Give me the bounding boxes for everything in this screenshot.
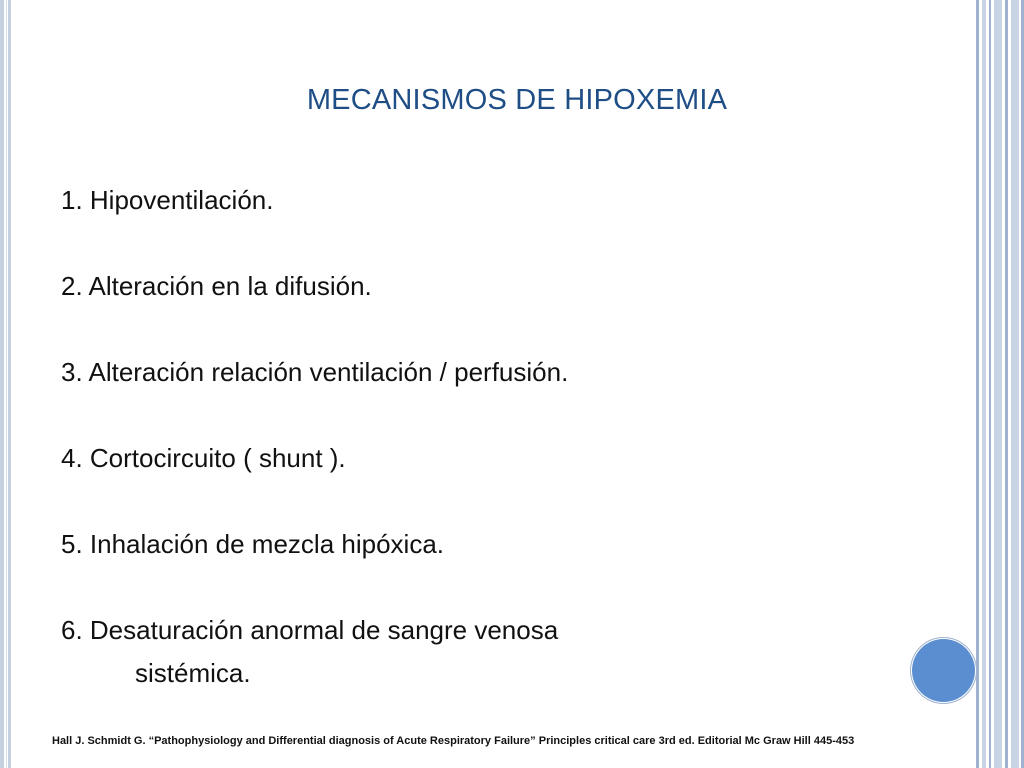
reference-footnote: Hall J. Schmidt G. “Pathophysiology and Differential diagnosis of Acute Respiratory Failure” Principles critical care 3rd ed. Editorial Mc Graw Hill 445-453 [52, 735, 855, 747]
list-item-text: 1. Hipoventilación. [61, 185, 274, 215]
list-item [61, 441, 568, 475]
list-item-text: 2. Alteración en la difusión. [61, 271, 372, 301]
list-item [61, 183, 568, 217]
slide-title: MECANISMOS DE HIPOXEMIA [306, 84, 728, 116]
list-item-text: 3. Alteración relación ventilación / perfusión. [61, 357, 569, 387]
list-item [61, 613, 568, 690]
list-item-text: 5. Inhalación de mezcla hipóxica. [61, 529, 445, 559]
list-item [61, 527, 568, 561]
list-item-text: 6. Desaturación anormal de sangre venosa [61, 615, 559, 645]
list-item [61, 269, 568, 303]
list-item-text: 4. Cortocircuito ( shunt ). [61, 443, 346, 473]
decorative-circle [912, 639, 975, 702]
mechanism-list [61, 183, 568, 690]
list-item [61, 355, 568, 389]
list-item-continuation: sistémica. [135, 658, 251, 688]
